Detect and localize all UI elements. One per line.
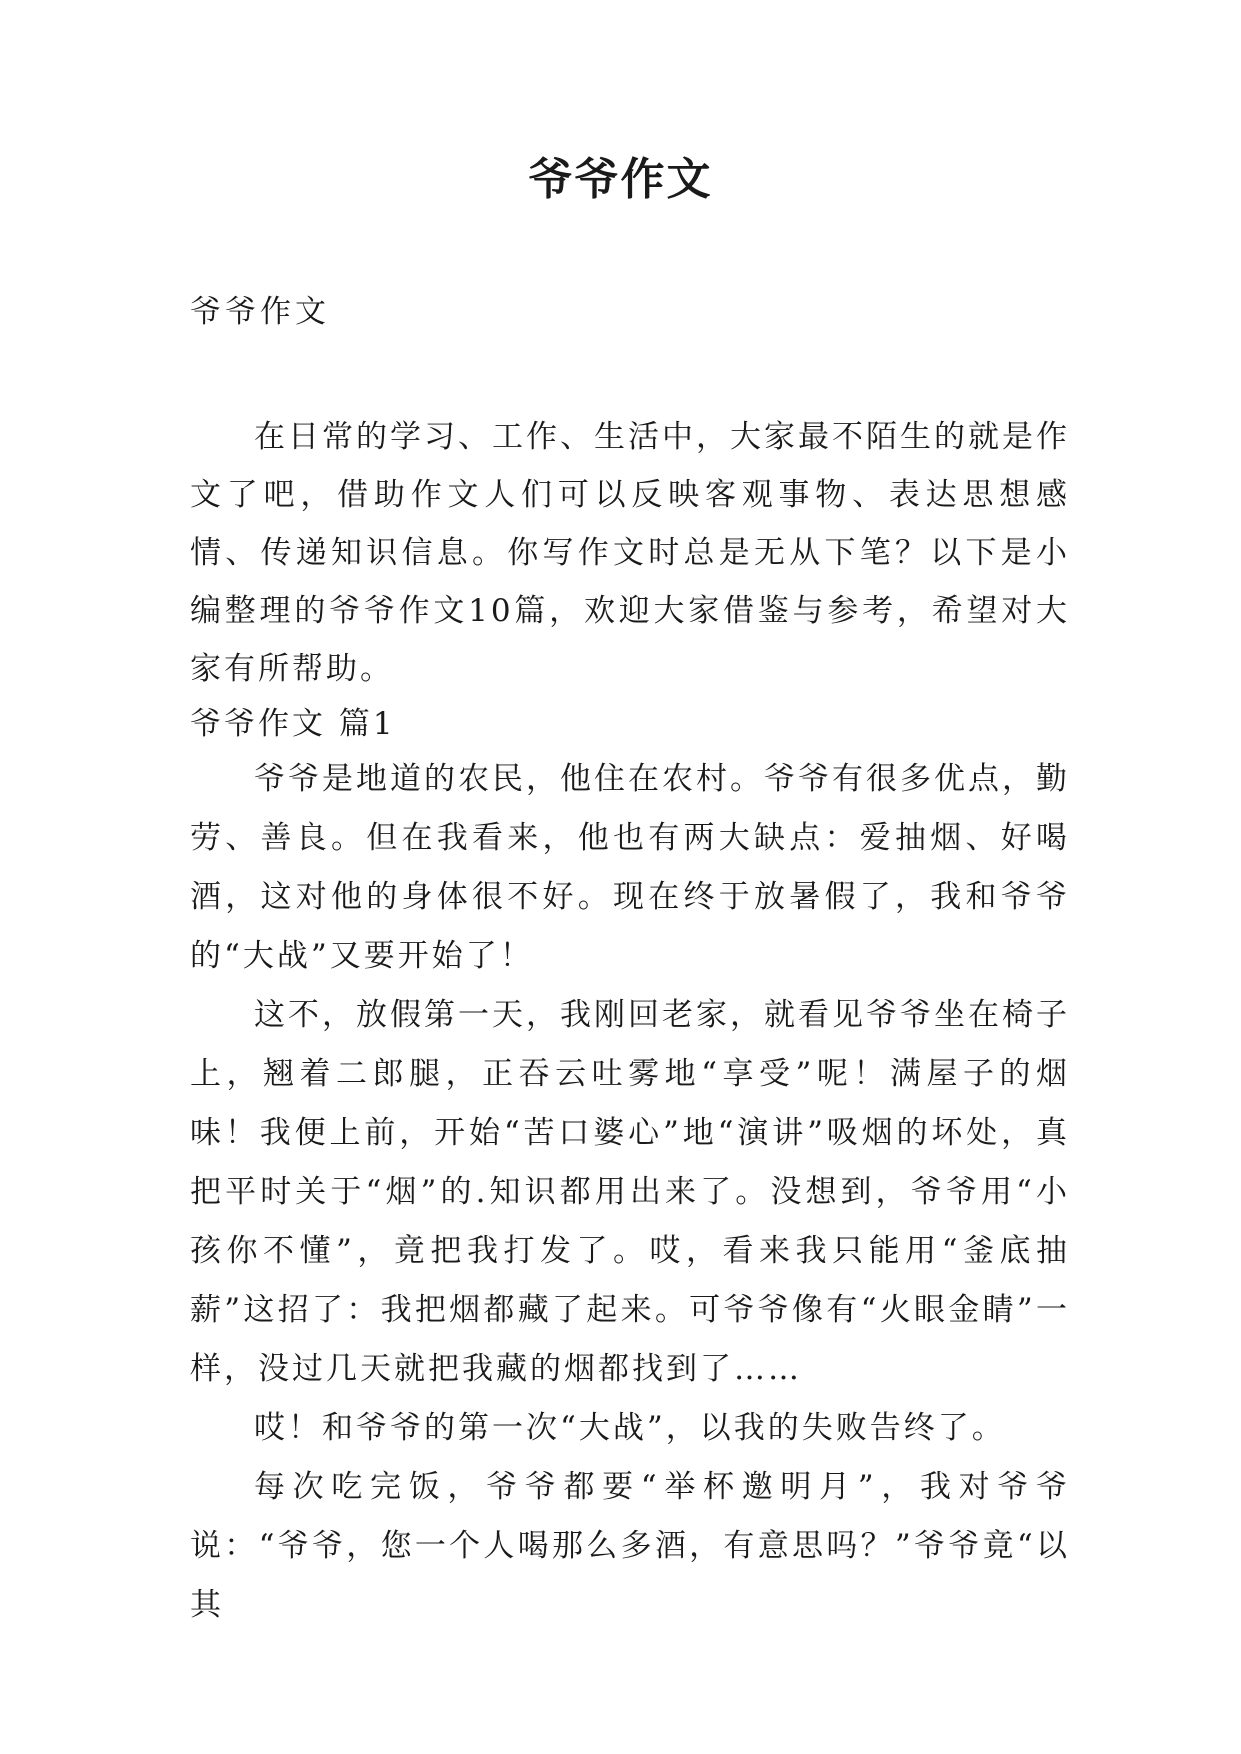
intro-paragraph: 在日常的学习、工作、生活中，大家最不陌生的就是作文了吧，借助作文人们可以反映客观事物、表达思想感情、传递知识信息。你写作文时总是无从下笔？以下是小编整理的爷爷作文10篇，欢迎大家借鉴与参考，希望对大家有所帮助。: [190, 419, 1070, 687]
section-heading: 爷爷作文 篇1: [190, 706, 396, 742]
body-paragraph: 哎！和爷爷的第一次“大战”，以我的失败告终了。: [254, 1410, 1006, 1446]
document-subtitle: 爷爷作文: [190, 294, 330, 330]
body-paragraph: 每次吃完饭，爷爷都要“举杯邀明月”，我对爷爷说：“爷爷，您一个人喝那么多酒，有意思吗？”爷爷竟“以其: [190, 1469, 1070, 1623]
body-paragraph: 这不，放假第一天，我刚回老家，就看见爷爷坐在椅子上，翘着二郎腿，正吞云吐雾地“享受”呢！满屋子的烟味！我便上前，开始“苦口婆心”地“演讲”吸烟的坏处，真把平时关于“烟”的.知识都用出来了。没想到，爷爷用“小孩你不懂”，竟把我打发了。哎，看来我只能用“釜底抽薪”这招了：我把烟都藏了起来。可爷爷像有“火眼金睛”一样，没过几天就把我藏的烟都找到了……: [190, 997, 1070, 1387]
document-title: 爷爷作文: [528, 154, 713, 205]
body-paragraph: 爷爷是地道的农民，他住在农村。爷爷有很多优点，勤劳、善良。但在我看来，他也有两大缺点：爱抽烟、好喝酒，这对他的身体很不好。现在终于放暑假了，我和爷爷的“大战”又要开始了！: [190, 761, 1070, 974]
document-body: [190, 408, 1070, 1635]
